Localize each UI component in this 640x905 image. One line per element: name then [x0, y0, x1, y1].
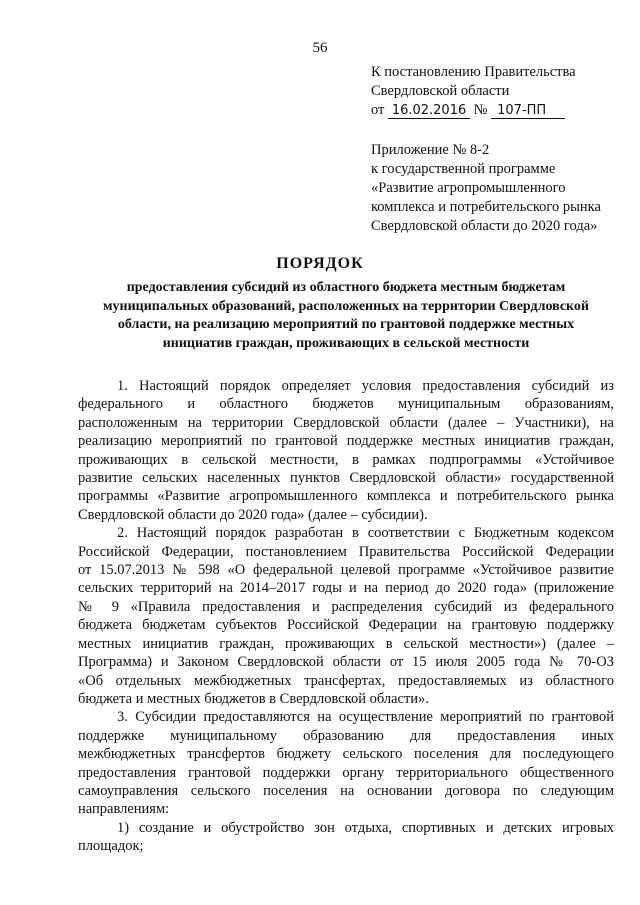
- subtitle-line: инициатив граждан, проживающих в сельской местности: [162, 335, 530, 351]
- number-label: №: [473, 102, 488, 118]
- paragraph-2-line: бюджета и местных бюджетов в Свердловской области».: [78, 690, 429, 707]
- body-text: [78, 377, 614, 856]
- list-item-1-line: 1) создание и обустройство зон отдыха, спортивных и детских игровых: [117, 819, 614, 836]
- paragraph-2-line: Российской Федерации, постановлением Правительства Российской Федерации: [78, 543, 614, 560]
- paragraph-2-line: № 9 «Правила предоставления и распределения субсидий из федерального: [78, 598, 614, 615]
- paragraph-3-line: 3. Субсидии предоставляются на осуществление мероприятий по грантовой: [117, 709, 614, 726]
- paragraph-1-line: расположенным на территории Свердловской области (далее – Участники), на: [78, 414, 614, 431]
- paragraph-1-line: реализацию мероприятий по грантовой поддержке местных инициатив граждан,: [78, 433, 614, 450]
- document-subtitle: [96, 279, 596, 353]
- paragraph-1-line: 1. Настоящий порядок определяет условия предоставления субсидий из: [117, 378, 614, 394]
- paragraph-2-line: «Об отдельных межбюджетных трансфертах, предоставляемых из областного: [78, 672, 614, 689]
- resolution-date: 16.02.2016: [388, 103, 470, 119]
- paragraph-1-line: программы «Развитие агропромышленного комплекса и потребительского рынка: [78, 488, 614, 505]
- paragraph-2-line: местных инициатив граждан, проживающих в сельской местности») (далее –: [78, 635, 614, 652]
- paragraph-2-line: Программа) и Законом Свердловской области от 15 июля 2005 года № 70-ОЗ: [78, 654, 614, 671]
- paragraph-2-line: от 15.07.2013 № 598 «О федеральной целевой программе «Устойчивое развитие: [78, 562, 614, 579]
- subtitle-line: предоставления субсидий из областного бюджета местным бюджетам: [126, 280, 566, 295]
- appendix-line: Приложение № 8-2: [371, 142, 490, 158]
- list-item-1-line: площадок;: [78, 838, 144, 855]
- subtitle-line: муниципальных образований, расположенных на территории Свердловской: [103, 298, 589, 314]
- paragraph-1-line: развитие сельских населенных пунктов Свердловской области» государственной: [78, 470, 614, 487]
- appendix-block: [371, 141, 633, 236]
- subtitle-line: области, на реализацию мероприятий по грантовой поддержке местных: [117, 317, 575, 333]
- paragraph-3-line: самоуправления сельского поселения на основании договора по следующим: [78, 782, 614, 799]
- resolution-date-number: [371, 101, 631, 120]
- paragraph-3-line: направлениям:: [78, 801, 170, 818]
- resolution-number: 107-ПП: [491, 103, 565, 119]
- page-number: 56: [312, 40, 328, 56]
- resolution-reference: [371, 63, 631, 120]
- appendix-line: Свердловской области до 2020 года»: [371, 218, 598, 234]
- from-label: от: [371, 102, 385, 118]
- paragraph-3-line: межбюджетных трансфертов бюджету сельского поселения для последующего: [78, 746, 614, 763]
- paragraph-3-line: поддержке муниципальному образованию для предоставления иных: [78, 727, 614, 744]
- resolution-line-2: Свердловской области: [371, 83, 510, 99]
- paragraph-2-line: бюджета бюджетам субъектов Российской Федерации на грантовую поддержку: [78, 617, 614, 634]
- appendix-line: комплекса и потребительского рынка: [371, 199, 601, 215]
- paragraph-2-line: 2. Настоящий порядок разработан в соответствии с Бюджетным кодексом: [117, 525, 614, 542]
- appendix-line: «Развитие агропромышленного: [371, 180, 566, 196]
- paragraph-1-line: Свердловской области до 2020 года» (далее – субсидии).: [78, 506, 428, 523]
- resolution-line-1: К постановлению Правительства: [371, 64, 576, 80]
- paragraph-3-line: предоставления грантовой поддержки органу территориального общественного: [78, 764, 614, 781]
- appendix-line: к государственной программе: [371, 161, 556, 177]
- document-title: ПОРЯДОК: [276, 255, 364, 272]
- paragraph-2-line: сельских территорий на 2014–2017 годы и на период до 2020 года» (приложение: [78, 580, 614, 597]
- paragraph-1-line: проживающих в сельской местности, в рамках подпрограммы «Устойчивое: [78, 451, 614, 468]
- paragraph-1-line: федерального и областного бюджетов муниципальным образованиям,: [78, 396, 614, 413]
